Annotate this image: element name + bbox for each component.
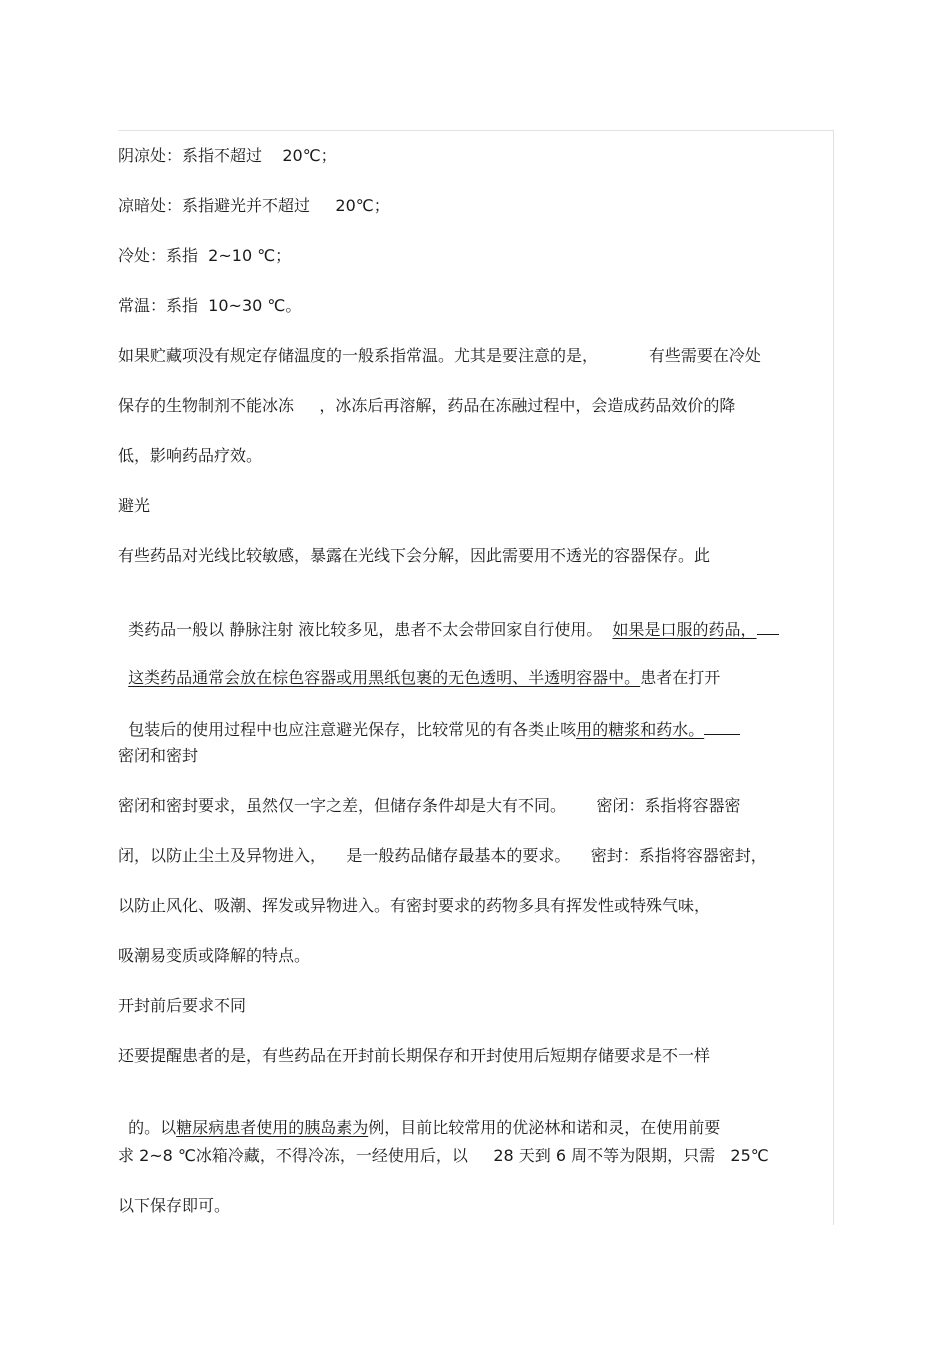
text-line: 吸潮易变质或降解的特点。 — [118, 946, 311, 965]
section-heading: 密闭和密封 — [118, 746, 199, 765]
underlined-text: 如果是口服的药品， — [612, 620, 757, 639]
text-line: 如果贮藏项没有规定存储温度的一般系指常温。尤其是要注意的是， 有些需要在冷处 — [118, 346, 761, 365]
text-line — [118, 595, 779, 641]
text-line: 以防止风化、吸潮、挥发或异物进入。有密封要求的药物多具有挥发性或特殊气味， — [118, 896, 711, 915]
section-heading: 避光 — [118, 496, 151, 515]
text-line: 阴凉处：系指不超过 20℃； — [118, 146, 337, 165]
underlined-text: 用的糖浆和药水。 — [576, 720, 705, 739]
text-segment: 的。以 — [128, 1118, 177, 1137]
text-line: 低，影响药品疗效。 — [118, 446, 263, 465]
page-border-right — [833, 130, 834, 1225]
text-segment: 类药品一般以 静脉注射 液比较多见，患者不太会带回家自行使用。 — [128, 620, 613, 639]
text-line: 凉暗处：系指避光并不超过 20℃； — [118, 196, 390, 215]
text-line: 常温：系指 10~30 ℃。 — [118, 296, 302, 315]
text-line: 还要提醒患者的是，有些药品在开封前长期保存和开封使用后短期存储要求是不一样 — [118, 1046, 711, 1065]
underlined-text: 糖尿病患者使用的胰岛素为 — [176, 1118, 369, 1137]
text-segment: 例，目前比较常用的优泌林和诺和灵，在使用前要 — [368, 1118, 721, 1137]
underline-tail — [704, 717, 740, 735]
text-line: 闭，以防止尘土及异物进入， 是一般药品储存最基本的要求。 密封：系指将容器密封， — [118, 846, 767, 865]
text-line — [118, 645, 720, 689]
text-segment: 包装后的使用过程中也应注意避光保存，比较常见的有各类止咳 — [128, 720, 577, 739]
section-heading: 开封前后要求不同 — [118, 996, 247, 1015]
text-line: 冷处：系指 2~10 ℃； — [118, 246, 292, 265]
underlined-text: 这类药品通常会放在棕色容器或用黑纸包裹的无色透明、半透明容器中。 — [128, 668, 641, 687]
text-line — [118, 695, 740, 741]
text-line: 保存的生物制剂不能冰冻 ，冰冻后再溶解，药品在冻融过程中，会造成药品效价的降 — [118, 396, 736, 415]
text-line: 有些药品对光线比较敏感，暴露在光线下会分解，因此需要用不透光的容器保存。此 — [118, 546, 711, 565]
underline-tail — [757, 617, 779, 635]
text-line: 求 2~8 ℃冰箱冷藏，不得冷冻，一经使用后，以 28 天到 6 周不等为限期，只需 25℃ — [118, 1146, 769, 1165]
page-border-top — [118, 130, 833, 131]
text-line: 密闭和密封要求，虽然仅一字之差，但储存条件却是大有不同。 密闭：系指将容器密 — [118, 796, 741, 815]
text-line: 以下保存即可。 — [118, 1196, 231, 1215]
text-line — [118, 1095, 720, 1139]
text-segment: 患者在打开 — [640, 668, 721, 687]
